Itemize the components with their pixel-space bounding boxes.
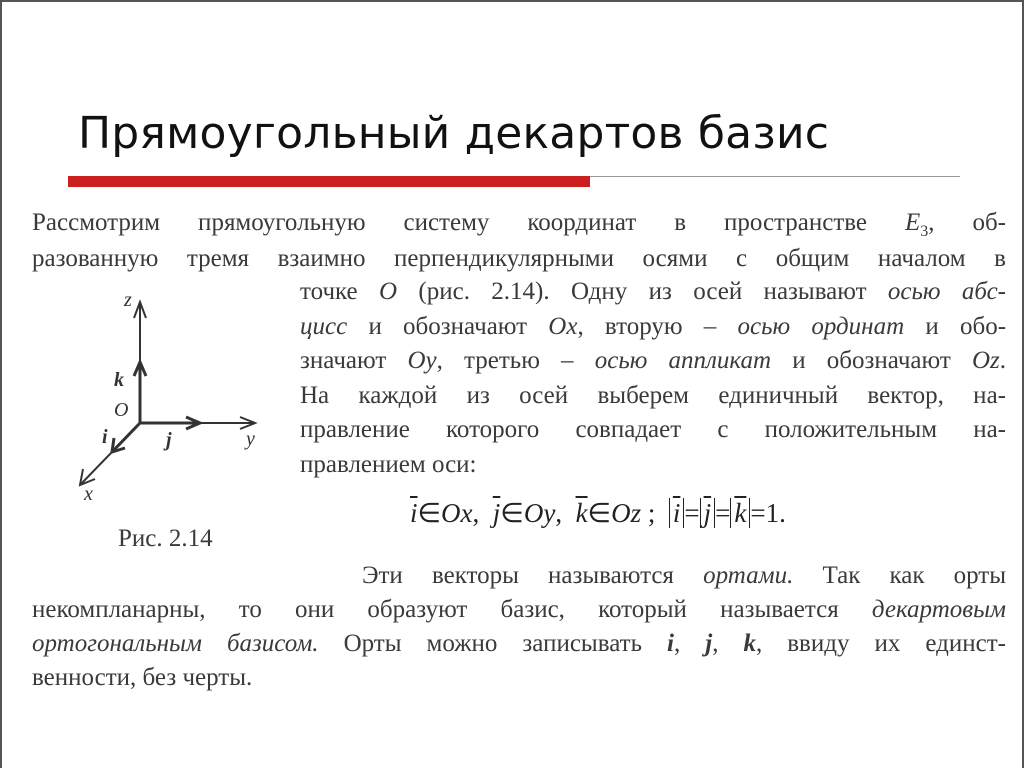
slide-title: Прямоугольный декартов базис [78,108,830,159]
unit-vector-k: k [743,630,756,657]
axis-symbol: Ox [548,312,578,340]
comma: , [673,630,681,657]
paragraph1-block [300,275,1006,483]
x-label: x [84,483,93,505]
text-run: и обозначают [792,347,951,375]
i-label: i [102,426,108,448]
italic-term: осью абс- [887,278,1007,305]
text-run: , об- [928,209,1007,236]
paragraph1-line5 [300,344,1006,379]
text-run: , ввиду их единст- [755,630,1006,657]
text-run: Орты можно записывать [343,630,642,657]
paragraph2-line4: венности, без черты. [32,664,253,691]
figure-caption: Рис. 2.14 [118,525,213,552]
formula [410,498,786,529]
axis-symbol: Oz [611,498,642,528]
y-label: y [246,428,255,450]
axis-symbol: Oy [407,347,437,375]
i-vector [112,423,140,452]
text-run: Рассмотрим прямоугольную систему координат в пространстве [32,209,868,236]
axis-symbol: Oz [971,347,1000,375]
text-run: (рис. 2.14). Одну из осей называют [418,278,867,305]
italic-term: осью ординат [737,312,905,340]
comma: , [712,630,719,657]
text-run: Эти векторы называются [362,562,674,589]
paragraph2-line3 [32,627,1006,661]
origin-symbol: O [379,278,398,305]
coordinate-axes-figure [70,280,290,510]
text-run: . [999,347,1006,375]
text-run: и обо- [925,312,1007,340]
equals-sign: = [715,498,731,528]
axis-symbol: Oy [523,498,556,528]
slide-border-left [0,0,2,768]
abs-k: $\overline{k}$ [730,498,750,528]
paragraph2-block [32,559,1006,695]
comma: , [472,498,480,528]
text-run: значают [300,347,387,375]
italic-term: ортогональным базисом. [32,630,319,657]
paragraph1-line6: На каждой из осей выберем единичный вектор, на- [300,381,1006,409]
text-run: и обозначают [368,312,528,340]
italic-term: декартовым [871,596,1006,623]
paragraph2-line2 [32,593,1006,627]
paragraph1-line3 [300,275,1006,310]
italic-term: цисс [300,312,348,340]
space-subscript: 3 [920,223,929,240]
paragraph1-line8: правлением оси: [300,450,477,478]
italic-term: ортами. [703,562,794,589]
space-symbol: E [904,209,921,236]
axis-symbol: Ox [441,498,473,528]
italic-term: осью аппликат [594,347,772,375]
vector-i: $\overline{i}$ [410,498,418,528]
in-sign: ∈ [417,498,442,528]
paragraph1-line2: разованную тремя взаимно перпендикулярными осями с общим началом в [32,245,1006,272]
z-label: z [124,289,132,311]
vector-k: $\overline{k}$ [575,498,588,528]
unit-vector-j: j [705,630,713,657]
slide-border-top [0,0,1024,2]
in-sign: ∈ [587,498,612,528]
text-run: точке [300,278,358,305]
abs-i: $\overline{i}$ [669,498,685,528]
vector-j: $\overline{j}$ [492,498,501,528]
equals-sign: = [750,498,766,528]
j-label: j [166,429,172,451]
comma: , [555,498,563,528]
text-run: Так как орты [822,562,1007,589]
paragraph1-line7: правление которого совпадает с положительным на- [300,416,1006,444]
title-underline-red [68,176,590,187]
semicolon: ; [647,498,656,528]
origin-label: O [114,399,129,421]
text-run: некомпланарны, то они образуют базис, который называется [32,596,839,623]
abs-j: $\overline{j}$ [700,498,716,528]
paragraph1-line4 [300,310,1006,345]
unit-vector-i: i [667,630,674,657]
in-sign: ∈ [500,498,524,528]
equals-sign: = [684,498,700,528]
text-run: , третью – [436,347,574,375]
k-label: k [114,369,124,391]
paragraph2-line1 [32,559,1006,593]
text-run: , вторую – [577,312,717,340]
value-one: 1. [765,498,786,528]
